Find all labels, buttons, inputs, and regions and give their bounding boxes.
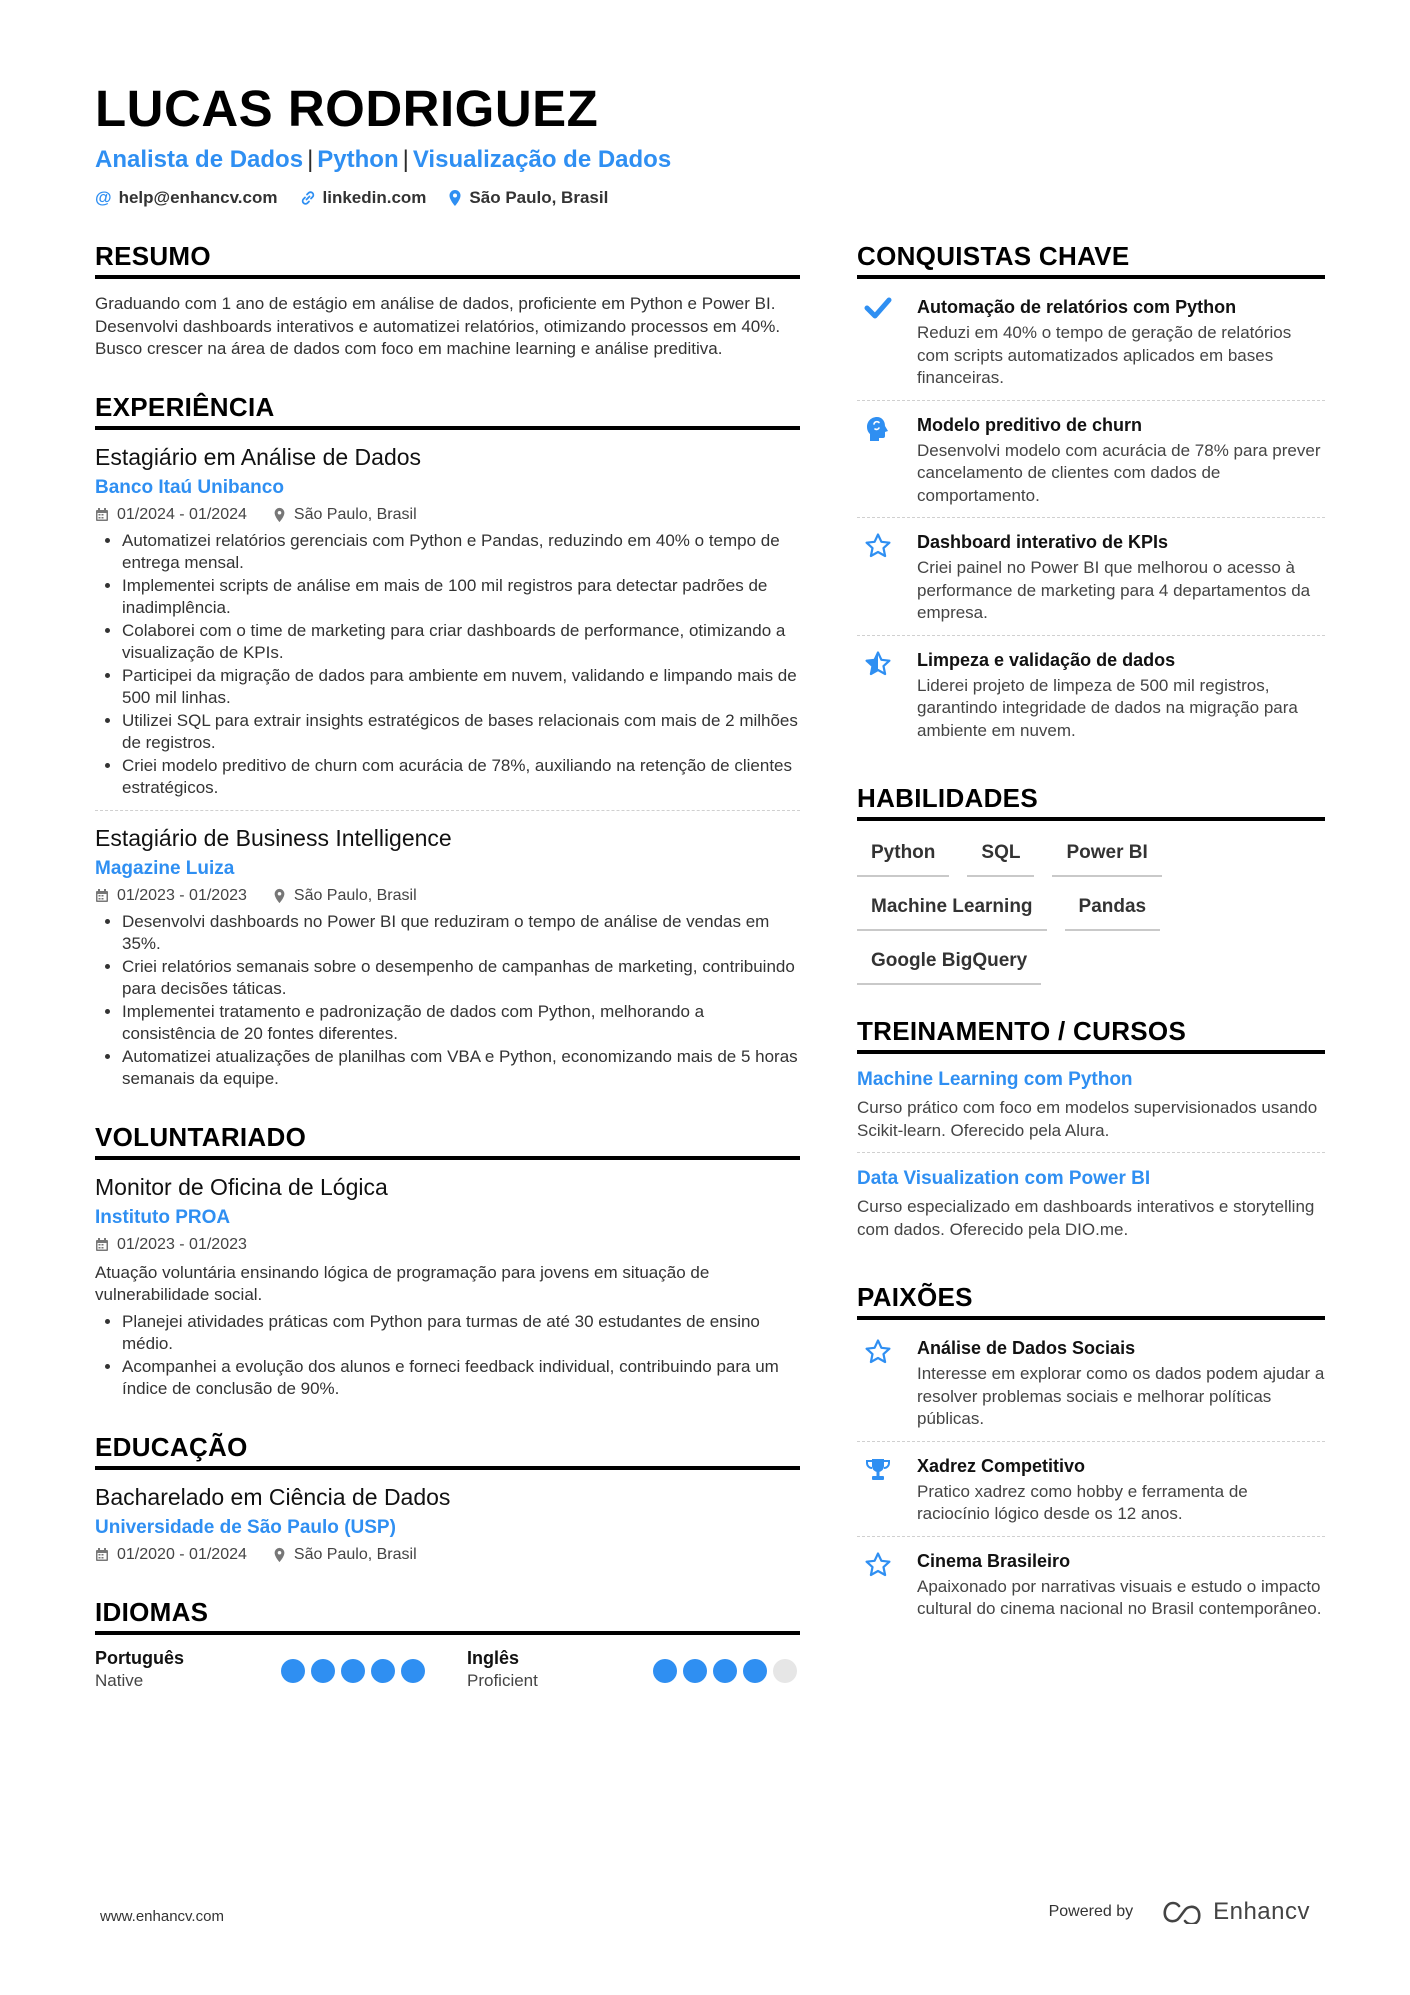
location-text: São Paulo, Brasil: [293, 1545, 417, 1563]
rating-dot-filled: [743, 1659, 767, 1683]
calendar-icon: [95, 888, 109, 903]
achievement-item: [857, 517, 1325, 635]
list-item: • Utilizei SQL para extrair insights estratégicos de bases relacionais com mais de 2 milhões de registros.: [122, 710, 800, 755]
job-role: Estagiário em Análise de Dados: [95, 443, 422, 470]
course-title: Data Visualization com Power BI: [857, 1168, 1151, 1189]
skill-tag: Power BI: [1052, 835, 1161, 877]
section-title: HABILIDADES: [857, 782, 1325, 821]
calendar-icon: [95, 507, 109, 522]
location-pin-icon: [273, 507, 286, 523]
location-pin-icon: [273, 888, 286, 904]
footer-website[interactable]: www.enhancv.com: [100, 1908, 224, 1925]
rating-dot-filled: [401, 1659, 425, 1683]
experience-entry: [95, 810, 800, 1091]
language-level: Proficient: [467, 1670, 538, 1690]
summary-text: Graduando com 1 ano de estágio em análise de dados, proficiente em Python e Power BI. Desenvolvi dashboards interativos e automatizei relatórios, otimizando processos em 40%. Busco crescer na área de dados com foco em machine learning e análise preditiva.: [95, 294, 781, 358]
star-outline-icon: [864, 532, 892, 560]
skill-tag: Pandas: [1065, 889, 1161, 931]
course-item: [857, 1152, 1325, 1251]
achievement-description: Reduzi em 40% o tempo de geração de relatórios com scripts automatizados aplicados em bases financeiras.: [917, 323, 1292, 387]
list-item: • Implementei scripts de análise em mais de 100 mil registros para detectar padrões de inadimplência.: [122, 575, 800, 620]
contact-bar: [95, 188, 1325, 208]
experience-entry: [95, 430, 800, 800]
location-text: São Paulo, Brasil: [293, 505, 417, 523]
volunteer-description: Atuação voluntária ensinando lógica de programação para jovens em situação de vulnerabilidade social.: [95, 1262, 710, 1304]
star-outline-icon: [864, 1338, 892, 1366]
passion-title: Xadrez Competitivo: [917, 1455, 1086, 1476]
headline-title-2: Python: [317, 146, 399, 173]
section-title: PAIXÕES: [857, 1281, 1325, 1320]
footer-branding: [1049, 1898, 1310, 1926]
job-dates: [95, 885, 247, 907]
language-item: [95, 1647, 425, 1692]
headline-title-1: Analista de Dados: [95, 146, 304, 173]
dates-text: 01/2020 - 01/2024: [117, 1545, 247, 1563]
course-description: Curso prático com foco em modelos supervisionados usando Scikit-learn. Oferecido pela Alura.: [857, 1098, 1318, 1140]
company-name: Magazine Luiza: [95, 857, 235, 879]
summary-section: [95, 240, 800, 361]
dates-text: 01/2023 - 01/2023: [117, 1235, 247, 1253]
trophy-icon: [864, 1456, 892, 1484]
dates-text: 01/2023 - 01/2023: [117, 886, 247, 904]
volunteer-meta: [95, 1234, 800, 1256]
degree-name: Bacharelado em Ciência de Dados: [95, 1483, 451, 1510]
at-icon: @: [95, 188, 112, 207]
language-name: Português: [95, 1647, 185, 1668]
achievement-title: Automação de relatórios com Python: [917, 297, 1237, 317]
organization-name: Instituto PROA: [95, 1206, 231, 1228]
experience-section: [95, 391, 800, 1091]
job-meta: [95, 885, 800, 907]
languages-list: [95, 1647, 800, 1692]
list-item: • Acompanhei a evolução dos alunos e forneci feedback individual, contribuindo para um índice de conclusão de 90%.: [122, 1356, 800, 1401]
passion-description: Apaixonado por narrativas visuais e estudo o impacto cultural do cinema nacional no Brasil contemporâneo.: [917, 1576, 1322, 1618]
star-half-icon: [864, 650, 892, 678]
list-item: • Colaborei com o time de marketing para criar dashboards de performance, otimizando a visualização de KPIs.: [122, 620, 800, 665]
job-bullets: [95, 911, 800, 1091]
achievement-title: Dashboard interativo de KPIs: [917, 532, 1169, 552]
rating-dot-filled: [683, 1659, 707, 1683]
link-icon: [300, 190, 316, 206]
resume-header: [95, 80, 1325, 208]
list-item: • Planejei atividades práticas com Python para turmas de até 30 estudantes de ensino médio.: [122, 1311, 800, 1356]
calendar-icon: [95, 1237, 109, 1252]
headline-separator: |: [402, 146, 409, 173]
course-item: [857, 1054, 1325, 1152]
school-name: Universidade de São Paulo (USP): [95, 1516, 396, 1538]
education-entry: [95, 1470, 800, 1566]
volunteer-section: [95, 1121, 800, 1401]
language-level: Native: [95, 1670, 144, 1690]
skill-tag: Python: [857, 835, 949, 877]
star-outline-icon: [864, 1551, 892, 1579]
brand-name: Enhancv: [1213, 1898, 1310, 1925]
volunteer-bullets: [95, 1311, 800, 1401]
achievement-description: Liderei projeto de limpeza de 500 mil registros, garantindo integridade de dados na migração para ambiente em nuvem.: [917, 675, 1298, 740]
achievement-description: Criei painel no Power BI que melhorou o acesso à performance de marketing para 4 departamentos da empresa.: [917, 558, 1311, 622]
rating-dot-filled: [371, 1659, 395, 1683]
skills-section: [857, 782, 1325, 985]
calendar-icon: [95, 1547, 109, 1562]
enhancv-logo[interactable]: [1159, 1898, 1310, 1926]
candidate-name: LUCAS RODRIGUEZ: [95, 80, 599, 137]
skill-tag: SQL: [967, 835, 1034, 877]
location-text: São Paulo, Brasil: [469, 188, 609, 207]
job-location: [273, 504, 417, 526]
achievement-title: Limpeza e validação de dados: [917, 649, 1176, 670]
passion-title: Cinema Brasileiro: [917, 1550, 1071, 1571]
headline: [95, 144, 1325, 176]
location-pin-icon: [273, 1547, 286, 1563]
passion-title: Análise de Dados Sociais: [917, 1338, 1136, 1358]
achievement-item: [857, 635, 1325, 753]
achievement-item: [857, 400, 1325, 518]
passion-item: [857, 1441, 1325, 1536]
section-title: CONQUISTAS CHAVE: [857, 240, 1325, 279]
list-item: • Criei relatórios semanais sobre o desempenho de campanhas de marketing, contribuindo para decisões táticas.: [122, 956, 800, 1001]
location-text: São Paulo, Brasil: [293, 886, 417, 904]
section-title: EDUCAÇÃO: [95, 1431, 800, 1470]
list-item: • Participei da migração de dados para ambiente em nuvem, validando e limpando mais de 500 mil linhas.: [122, 665, 800, 710]
language-rating: [653, 1659, 797, 1683]
left-column: [95, 240, 800, 1722]
language-item: [467, 1647, 797, 1692]
achievement-item: [857, 283, 1325, 400]
section-title: IDIOMAS: [95, 1596, 800, 1635]
headline-separator: |: [307, 146, 314, 173]
achievement-description: Desenvolvi modelo com acurácia de 78% para prever cancelamento de clientes com dados de comportamento.: [917, 440, 1321, 505]
education-meta: [95, 1544, 800, 1566]
language-name: Inglês: [467, 1647, 520, 1668]
rating-dot-filled: [311, 1659, 335, 1683]
passions-section: [857, 1281, 1325, 1631]
passion-item: [857, 1536, 1325, 1631]
rating-dot-filled: [713, 1659, 737, 1683]
skill-tag: Google BigQuery: [857, 943, 1041, 985]
passion-item: [857, 1324, 1325, 1441]
brain-head-icon: [865, 415, 891, 443]
languages-section: [95, 1596, 800, 1692]
achievements-section: [857, 240, 1325, 752]
passion-description: Interesse em explorar como os dados podem ajudar a resolver problemas sociais e melhorar políticas públicas.: [917, 1364, 1325, 1428]
check-icon: [864, 297, 892, 319]
section-title: RESUMO: [95, 240, 800, 279]
job-dates: [95, 504, 247, 526]
skills-list: [857, 835, 1325, 985]
contact-location: [448, 188, 608, 208]
skill-tag: Machine Learning: [857, 889, 1047, 931]
rating-dot-filled: [653, 1659, 677, 1683]
section-title: EXPERIÊNCIA: [95, 391, 800, 430]
contact-website[interactable]: [300, 188, 427, 208]
dates-text: 01/2024 - 01/2024: [117, 505, 247, 523]
headline-title-3: Visualização de Dados: [412, 146, 672, 173]
website-text: linkedin.com: [322, 188, 427, 207]
course-description: Curso especializado em dashboards interativos e storytelling com dados. Oferecido pela DIO.me.: [857, 1197, 1315, 1239]
list-item: • Implementei tratamento e padronização de dados com Python, melhorando a consistência de 20 fontes diferentes.: [122, 1001, 800, 1046]
list-item: • Automatizei atualizações de planilhas com VBA e Python, economizando mais de 5 horas semanais da equipe.: [122, 1046, 800, 1091]
course-title: Machine Learning com Python: [857, 1069, 1133, 1090]
education-dates: [95, 1544, 247, 1566]
contact-email[interactable]: [95, 188, 278, 208]
section-title: VOLUNTARIADO: [95, 1121, 800, 1160]
achievement-title: Modelo preditivo de churn: [917, 414, 1143, 435]
job-role: Estagiário de Business Intelligence: [95, 824, 452, 851]
location-pin-icon: [448, 189, 462, 207]
job-bullets: [95, 530, 800, 800]
job-location: [273, 885, 417, 907]
passion-description: Pratico xadrez como hobby e ferramenta de raciocínio lógico desde os 12 anos.: [917, 1481, 1248, 1523]
job-meta: [95, 504, 800, 526]
volunteer-entry: [95, 1160, 800, 1401]
enhancv-logo-icon: [1159, 1900, 1205, 1924]
list-item: • Criei modelo preditivo de churn com acurácia de 78%, auxiliando na retenção de clientes estratégicos.: [122, 755, 800, 800]
section-title: TREINAMENTO / CURSOS: [857, 1015, 1325, 1054]
rating-dot-empty: [773, 1659, 797, 1683]
volunteer-role: Monitor de Oficina de Lógica: [95, 1173, 388, 1200]
language-rating: [281, 1659, 425, 1683]
company-name: Banco Itaú Unibanco: [95, 476, 284, 498]
rating-dot-filled: [341, 1659, 365, 1683]
powered-by-text: Powered by: [1048, 1903, 1134, 1920]
education-section: [95, 1431, 800, 1566]
volunteer-dates: [95, 1234, 247, 1256]
list-item: • Desenvolvi dashboards no Power BI que reduziram o tempo de análise de vendas em 35%.: [122, 911, 800, 956]
education-location: [273, 1544, 417, 1566]
list-item: • Automatizei relatórios gerenciais com Python e Pandas, reduzindo em 40% o tempo de entrega mensal.: [122, 530, 800, 575]
email-text: help@enhancv.com: [118, 188, 278, 207]
right-column: [857, 240, 1325, 1661]
training-section: [857, 1015, 1325, 1251]
rating-dot-filled: [281, 1659, 305, 1683]
